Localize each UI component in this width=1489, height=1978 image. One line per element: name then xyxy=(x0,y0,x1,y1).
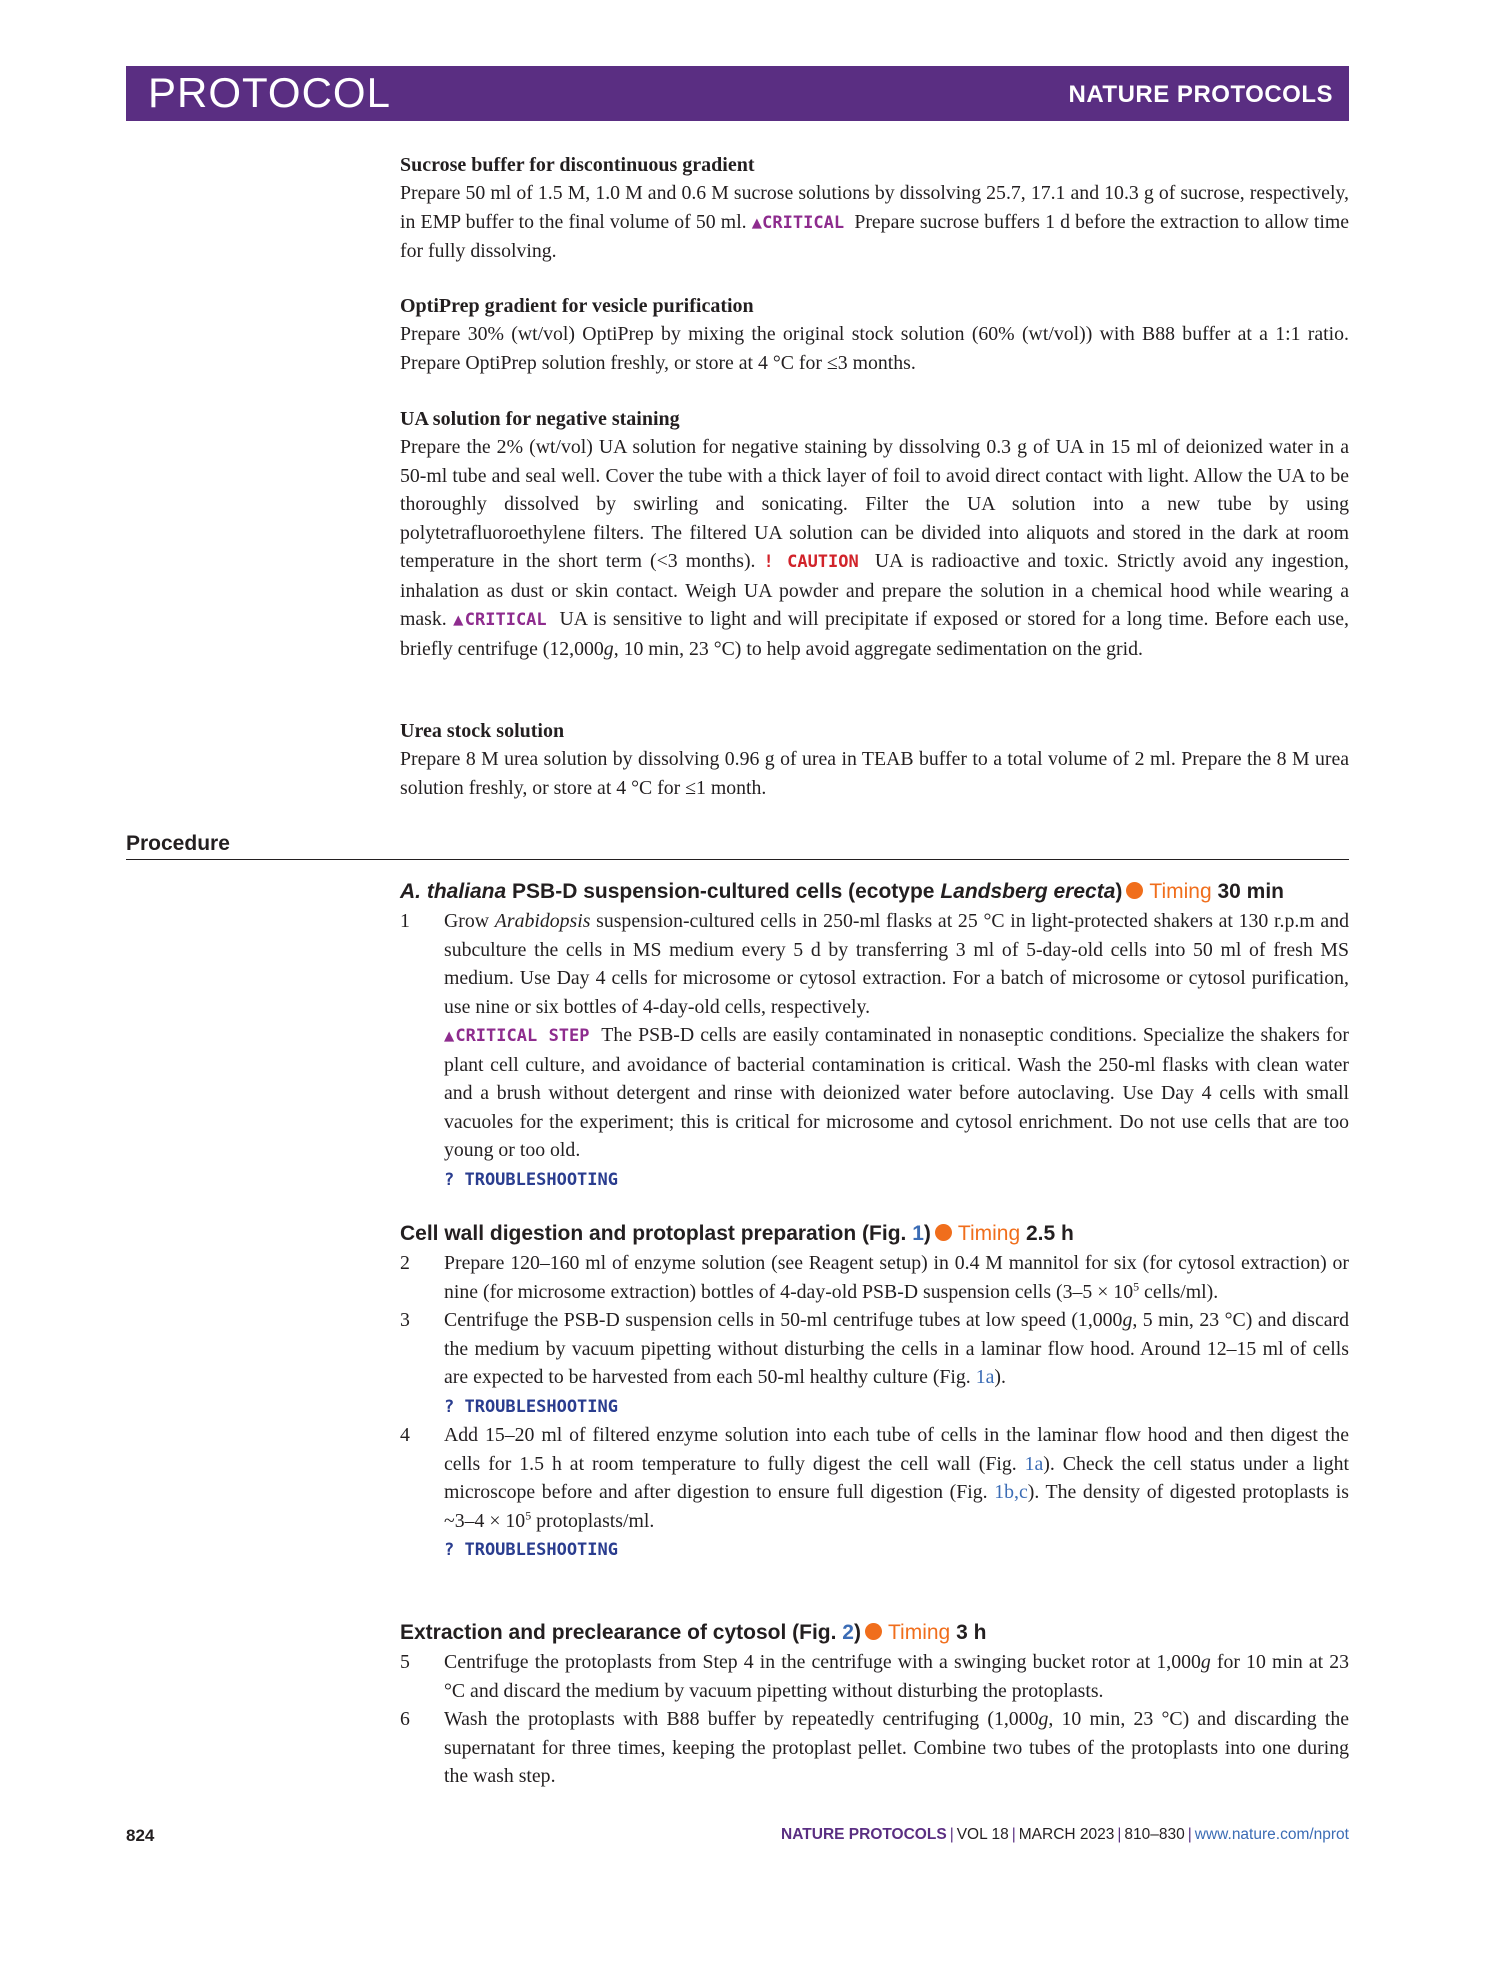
step-number: 5 xyxy=(400,1651,410,1673)
figure-link[interactable]: 1b,c xyxy=(994,1481,1028,1503)
procedure-section-cytosol xyxy=(400,1618,1349,1791)
reagent-body: Prepare the 2% (wt/vol) UA solution for negative staining by dissolving 0.3 g of UA in 15 ml of deionized water in a 50-ml tube and seal well. Cover the tube with a thick layer of foil to avoid direct contact with light. Allow the UA to be thoroughly dissolved by swirling and sonicating. Filter the UA solution into a new tube by using polytetrafluoroethylene filters. The filtered UA solution can be divided into aliquots and stored in the dark at room temperature in the short term (<3 months). ! CAUTION UA is radioactive and toxic. Strictly avoid any ingestion, inhalation as dust or skin contact. Weigh UA powder and prepare the solution in a chemical hood while wearing a mask. ▲CRITICAL UA is sensitive to light and will precipitate if exposed or stored for a long time. Before each use, briefly centrifuge (12,000g, 10 min, 23 °C) to help avoid aggregate sedimentation on the grid. xyxy=(400,436,1349,660)
timing-value: 30 min xyxy=(1217,880,1284,903)
step-text: Add 15–20 ml of filtered enzyme solution into each tube of cells in the laminar flow hood and then digest the cells for 1.5 h at room temperature to fully digest the cell wall (Fig. 1a). Check the cell status under a light microscope before and after digestion to ensure full digestion (Fig. 1b,c). The density of digested protoplasts is ~3–4 × $10^5$ protoplasts/ml. ? TROUBLESHOOTING xyxy=(444,1424,1349,1560)
timing-dot-icon xyxy=(1126,882,1143,899)
step-text: Prepare 120–160 ml of enzyme solution (see Reagent setup) in 0.4 M mannitol for six (for cytosol extraction) or nine (for microsome extraction) bottles of 4-day-old PSB-D suspension cells ($3-5 \times 10^5$ cells/ml). xyxy=(444,1252,1349,1303)
step-5 xyxy=(400,1648,1349,1705)
reagent-urea-stock xyxy=(400,718,1349,802)
reagent-ua-solution xyxy=(400,406,1349,663)
section-title: Extraction and preclearance of cytosol (Fig. 2) Timing 3 h xyxy=(400,1621,987,1644)
footer-date: MARCH 2023 xyxy=(1018,1826,1115,1843)
troubleshooting-link[interactable]: ? TROUBLESHOOTING xyxy=(444,1540,618,1560)
step-text: Wash the protoplasts with B88 buffer by repeatedly centrifuging (1,000g, 10 min, 23 °C) and discarding the supernatant for three times, keeping the protoplast pellet. Combine two tubes of the protoplasts into one during the wash step. xyxy=(444,1708,1349,1787)
reagent-title: Sucrose buffer for discontinuous gradient xyxy=(400,154,755,176)
section-title: Cell wall digestion and protoplast preparation (Fig. 1) Timing 2.5 h xyxy=(400,1222,1074,1245)
critical-label: ▲CRITICAL xyxy=(453,610,547,630)
step-3 xyxy=(400,1306,1349,1421)
header-banner xyxy=(126,66,1349,121)
reagent-body: Prepare 8 M urea solution by dissolving 0.96 g of urea in TEAB buffer to a total volume of 2 ml. Prepare the 8 M urea solution freshly, or store at 4 °C for ≤1 month. xyxy=(400,748,1349,799)
timing-label: Timing xyxy=(957,1222,1021,1245)
reagent-optiprep xyxy=(400,293,1349,377)
header-journal-name: NATURE PROTOCOLS xyxy=(1068,81,1333,108)
figure-link[interactable]: 1a xyxy=(975,1366,995,1388)
timing-dot-icon xyxy=(935,1224,952,1241)
step-number: 6 xyxy=(400,1708,410,1730)
caution-label: ! CAUTION xyxy=(763,552,859,572)
timing-value: 2.5 h xyxy=(1025,1222,1074,1245)
reagent-title: Urea stock solution xyxy=(400,720,565,742)
timing-label: Timing xyxy=(887,1621,951,1644)
step-number: 2 xyxy=(400,1252,410,1274)
step-text: Centrifuge the protoplasts from Step 4 in the centrifuge with a swinging bucket rotor at 1,000g for 10 min at 23 °C and discard the medium by vacuum pipetting without disturbing the protoplasts. xyxy=(444,1651,1349,1702)
timing-value: 3 h xyxy=(956,1621,987,1644)
step-text: Grow Arabidopsis suspension-cultured cells in 250-ml flasks at 25 °C in light-protected shakers at 130 r.p.m and subculture the cells in MS medium every 5 d by transferring 3 ml of 5-day-old cells into 50 ml of fresh MS medium. Use Day 4 cells for microsome or cytosol extraction. For a batch of microsome or cytosol purification, use nine or six bottles of 4-day-old cells, respectively. ▲CRITICAL STEP The PSB-D cells are easily contaminated in nonaseptic conditions. Specialize the shakers for plant cell culture, and avoidance of bacterial contamination is critical. Wash the 250-ml flasks with clean water and a brush without detergent and rinse with deionized water before autoclaving. Use Day 4 cells with small vacuoles for the experiment; this is critical for microsome and cytosol enrichment. Do not use cells that are too young or too old. ? TROUBLESHOOTING xyxy=(444,910,1349,1190)
critical-step-label: ▲CRITICAL STEP xyxy=(444,1026,590,1046)
critical-label: ▲CRITICAL xyxy=(751,212,845,233)
procedure-divider xyxy=(126,859,1349,860)
footer-pages: 810–830 xyxy=(1124,1826,1185,1843)
footer-journal: NATURE PROTOCOLS xyxy=(781,1826,947,1843)
step-6 xyxy=(400,1705,1349,1791)
reagent-body: Prepare 30% (wt/vol) OptiPrep by mixing the original stock solution (60% (wt/vol)) with B88 buffer at a 1:1 ratio. Prepare OptiPrep solution freshly, or store at 4 °C for ≤3 months. xyxy=(400,323,1349,374)
step-number: 1 xyxy=(400,910,410,932)
timing-label: Timing xyxy=(1149,880,1212,903)
step-text: Centrifuge the PSB-D suspension cells in 50-ml centrifuge tubes at low speed (1,000g, 5 min, 23 °C) and discard the medium by vacuum pipetting without disturbing the cells in a laminar flow hood. Around 12–15 ml of cells are expected to be harvested from each 50-ml healthy culture (Fig. 1a). ? TROUBLESHOOTING xyxy=(444,1309,1349,1417)
header-protocol-label: PROTOCOL xyxy=(148,69,391,116)
reagent-title: OptiPrep gradient for vesicle purification xyxy=(400,295,754,317)
step-1 xyxy=(400,907,1349,1194)
step-number: 3 xyxy=(400,1309,410,1331)
procedure-section-digestion xyxy=(400,1219,1349,1565)
troubleshooting-link[interactable]: ? TROUBLESHOOTING xyxy=(444,1169,618,1190)
footer-volume: VOL 18 xyxy=(956,1826,1009,1843)
troubleshooting-link[interactable]: ? TROUBLESHOOTING xyxy=(444,1396,618,1417)
step-number: 4 xyxy=(400,1424,410,1446)
footer-citation: NATURE PROTOCOLS | VOL 18 | MARCH 2023 | 810–830 | www.nature.com/nprot xyxy=(781,1826,1349,1843)
reagent-body: Prepare 50 ml of 1.5 M, 1.0 M and 0.6 M sucrose solutions by dissolving 25.7, 17.1 and 10.3 g of sucrose, respectively, in EMP buffer to the final volume of 50 ml. ▲CRITICAL Prepare sucrose buffers 1 d before the extraction to allow time for fully dissolving. xyxy=(400,182,1349,262)
reagent-title: UA solution for negative staining xyxy=(400,408,680,430)
step-4 xyxy=(400,1421,1349,1565)
figure-link[interactable]: 2 xyxy=(842,1621,854,1644)
procedure-heading: Procedure xyxy=(126,832,230,855)
reagent-sucrose-buffer xyxy=(400,152,1349,266)
procedure-section-cells xyxy=(400,877,1349,1194)
footer-url-link[interactable]: www.nature.com/nprot xyxy=(1194,1826,1349,1843)
page-number: 824 xyxy=(126,1826,155,1845)
figure-link[interactable]: 1a xyxy=(1024,1452,1044,1475)
figure-link[interactable]: 1 xyxy=(912,1222,924,1245)
timing-dot-icon xyxy=(865,1623,882,1640)
section-title: A. thaliana PSB-D suspension-cultured cells (ecotype Landsberg erecta) Timing 30 min xyxy=(400,880,1284,903)
step-2 xyxy=(400,1249,1349,1306)
